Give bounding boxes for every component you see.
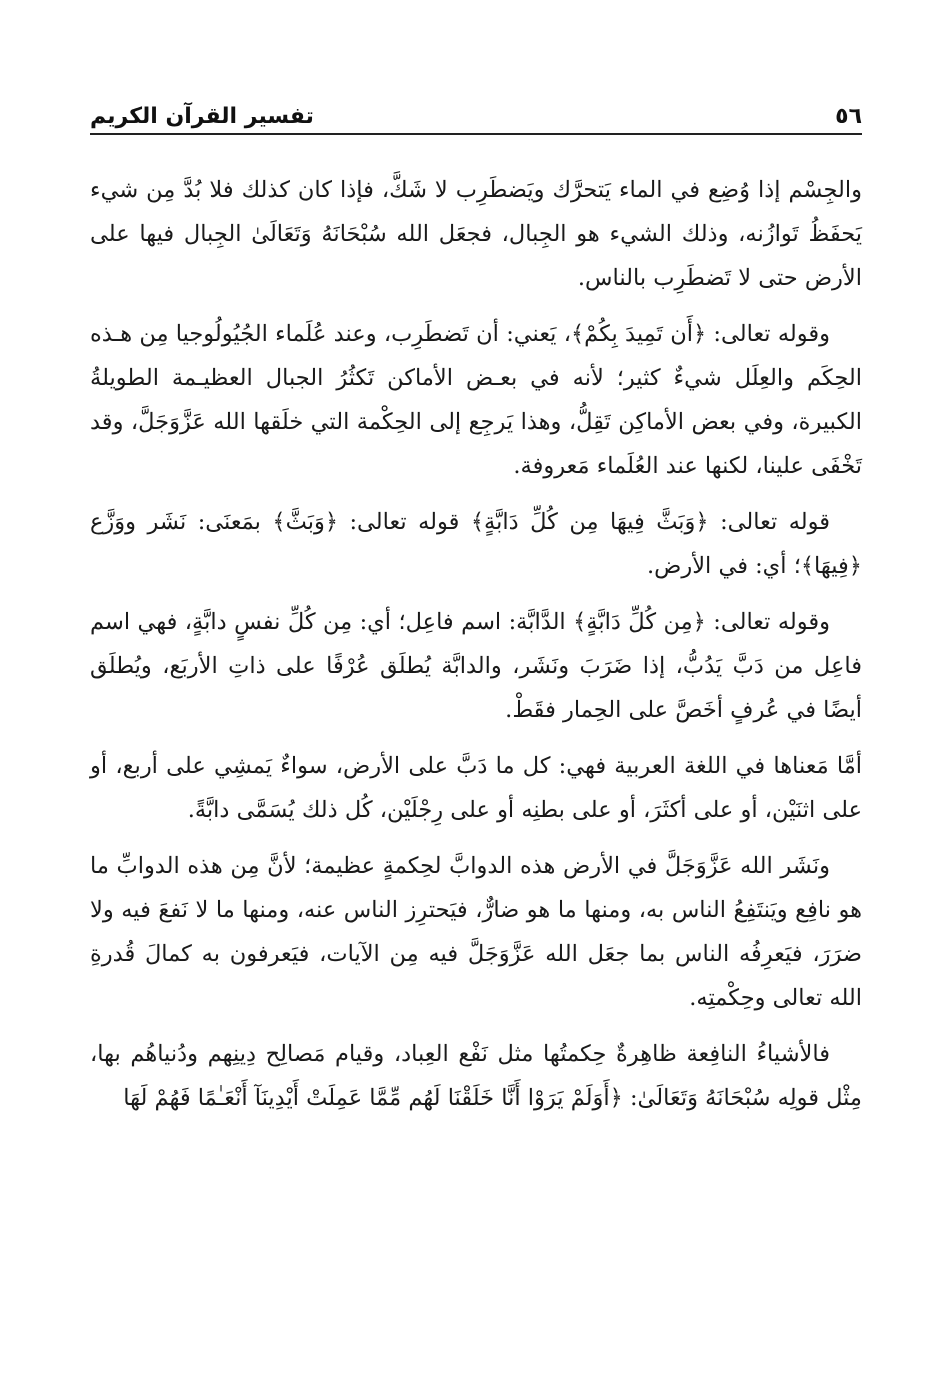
paragraph-7: فالأشياءُ النافِعة ظاهِرةٌ حِكمتُها مثل نَفْع العِباد، وقيام مَصالِح دِينِهم ودُنياهُم بها، مِثْل قولِه سُبْحَانَهُ وَتَعَالَىٰ: ﴿أَوَلَمْ يَرَوْا أَنَّا خَلَقْنَا لَهُم مِّمَّا عَمِلَتْ أَيْدِينَآ أَنْعَـٰمًا فَهُمْ لَهَا: [90, 1041, 862, 1111]
header-divider: [90, 133, 862, 135]
page-header: [90, 96, 862, 132]
page-number: ٥٦: [835, 104, 862, 129]
paragraph-2: وقوله تعالى: ﴿أَن تَمِيدَ بِكُمْ﴾، يَعني: أن تَضطَرِب، وعند عُلَماء الجُيُولُوجيا مِن هـذه الحِكَم والعِلَل شيءٌ كثير؛ لأنه في بعـض الأماكن تَكثُرُ الجبال العظيـمة الطويلةُ الكبيرة، وفي بعض الأماكِن تَقِلُّ، وهذا يَرجِع إلى الحِكْمة التي خلَقها الله عَزَّوَجَلَّ، وقد تَخْفَى علينا، لكنها عند العُلَماء مَعروفة.: [90, 321, 862, 479]
paragraph-5: أمَّا مَعناها في اللغة العربية فهي: كل ما دَبَّ على الأرض، سواءٌ يَمشِي على أربع، أو على اثنَيْن، أو على أكثَرَ، أو على بطنِه أو على رِجْلَيْن، كُل ذلك يُسَمَّى دابَّةً.: [90, 753, 862, 823]
book-title: تفسير القرآن الكريم: [90, 104, 314, 129]
paragraph-1: والجِسْم إذا وُضِع في الماء يَتحرَّك ويَضطَرِب لا شَكَّ، فإذا كان كذلك فلا بُدَّ مِن شيء يَحفَظُ تَوازُنه، وذلك الشيء هو الجِبال، فجعَل الله سُبْحَانَهُ وَتَعَالَىٰ الجِبال فيها على الأرض حتى لا تَضطَرِب بالناس.: [90, 177, 862, 291]
paragraph-4: وقوله تعالى: ﴿مِن كُلِّ دَابَّةٍ﴾ الدَّابَّة: اسم فاعِل؛ أي: مِن كُلِّ نفسٍ دابَّةٍ، فهي اسم فاعِل من دَبَّ يَدُبُّ، إذا ضَرَبَ ونَشَر، والدابَّة يُطلَق عُرْفًا على ذاتِ الأربَع، ويُطلَق أيضًا في عُرفٍ أخَصَّ على الحِمار فقَطْ.: [90, 609, 862, 723]
paragraph-3: قوله تعالى: ﴿وَبَثَّ فِيهَا مِن كُلِّ دَابَّةٍ﴾ قوله تعالى: ﴿وَبَثَّ﴾ بمَعنَى: نَشَر ووَزَّع ﴿فِيهَا﴾؛ أي: في الأرض.: [90, 509, 862, 579]
paragraph-6: ونَشَر الله عَزَّوَجَلَّ في الأرض هذه الدوابَّ لحِكمةٍ عظيمة؛ لأنَّ مِن هذه الدوابِّ ما هو نافِع ويَنتَفِعُ الناس به، ومنها ما هو ضارٌّ، فيَحترِز الناس عنه، ومنها ما لا نَفعَ فيه ولا ضرَرَ، فيَعرِفُه الناس بما جعَل الله عَزَّوَجَلَّ فيه مِن الآيات، فيَعرفون به كمالَ قُدرةِ الله تعالى وحِكْمتِه.: [90, 853, 862, 1011]
page-body: [90, 168, 862, 1132]
